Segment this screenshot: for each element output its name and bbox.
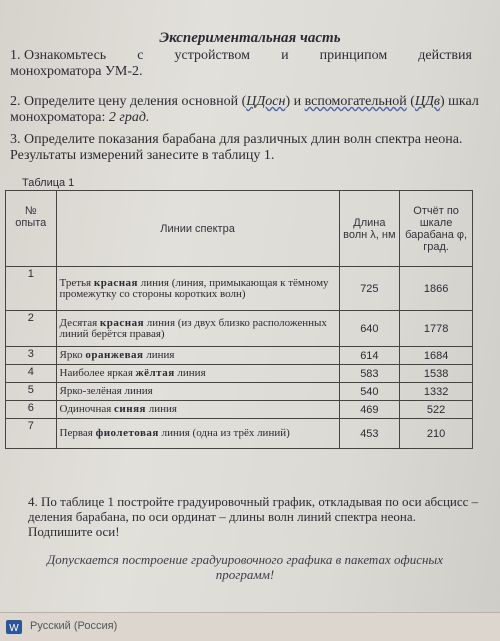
row-number: 3 — [6, 347, 57, 365]
step-3: 3. Определите показания барабана для различных длин волн спектра неона. Результаты измерений занесите в таблицу 1. — [10, 132, 463, 163]
step-1-line-1 — [10, 48, 472, 64]
step-1-line-2: монохроматора УМ-2. — [10, 64, 143, 79]
header-reading: Отчёт по шкале барабана φ, град. — [400, 191, 473, 267]
row-reading: 1332 — [400, 383, 473, 401]
symbol-main-scale: ЦДосн — [246, 94, 286, 109]
word-app-icon[interactable] — [4, 617, 24, 637]
row-reading: 1684 — [400, 347, 473, 365]
row-number: 4 — [6, 365, 57, 383]
svg-text:W: W — [9, 623, 19, 634]
note: Допускается построение градуировочного графика в пакетах офисных программ! — [46, 552, 444, 582]
row-wavelength: 583 — [339, 365, 400, 383]
step-2-answer: 2 град. — [108, 110, 150, 125]
row-reading: 1866 — [400, 267, 473, 311]
table-row — [6, 267, 473, 311]
header-lines: Линии спектра — [56, 191, 339, 267]
step-2-text: ) шкал монохроматора: — [10, 94, 479, 125]
step-1-word: действия — [418, 48, 472, 63]
header-num: № опыта — [6, 191, 57, 267]
table-row — [6, 347, 473, 365]
step-2-text: 2. Определите цену деления основной ( — [10, 94, 247, 109]
row-number: 2 — [6, 311, 57, 347]
row-wavelength: 725 — [339, 267, 400, 311]
step-1-word: принципом — [319, 48, 388, 63]
step-1-word: 1. Ознакомьтесь — [10, 48, 107, 63]
step-1 — [10, 48, 490, 80]
step-2-wavy-word: вспомогательной — [304, 94, 407, 109]
row-line-description: Третья красная линия (линия, примыкающая к тёмному промежутку со стороны коротких волн) — [56, 267, 339, 311]
row-reading: 522 — [400, 401, 473, 419]
step-4: 4. По таблице 1 постройте градуировочный график, откладывая по оси абсцисс – деления барабана, по оси ординат – длины волн линий спектра неона. Подпишите оси! — [28, 494, 479, 539]
step-1-word: устройством — [174, 48, 250, 63]
row-number: 6 — [6, 401, 57, 419]
row-number: 1 — [6, 267, 57, 311]
step-2-text: ) и — [285, 94, 305, 109]
step-1-word: и — [281, 48, 289, 63]
row-wavelength: 540 — [339, 383, 400, 401]
row-line-description: Ярко оранжевая линия — [56, 347, 339, 365]
row-line-description: Ярко-зелёная линия — [56, 383, 339, 401]
row-reading: 210 — [400, 419, 473, 449]
table-row — [6, 401, 473, 419]
step-2: 2. Определите цену деления основной (ЦДосн) и вспомогательной (ЦДв) шкал монохроматора: 2 град. — [10, 94, 479, 125]
taskbar — [0, 612, 500, 641]
row-number: 7 — [6, 419, 57, 449]
section-title: Экспериментальная часть — [159, 30, 341, 46]
row-wavelength: 469 — [339, 401, 400, 419]
results-table — [5, 190, 473, 449]
row-number: 5 — [6, 383, 57, 401]
row-reading: 1778 — [400, 311, 473, 347]
table-row — [6, 419, 473, 449]
row-line-description: Первая фиолетовая линия (одна из трёх линий) — [56, 419, 339, 449]
symbol-aux-scale: ЦДв — [414, 94, 440, 109]
row-line-description: Десятая красная линия (из двух близко расположенных линий берётся правая) — [56, 311, 339, 347]
language-indicator[interactable]: Русский (Россия) — [30, 620, 118, 632]
header-wavelength: Длина волн λ, нм — [339, 191, 400, 267]
row-wavelength: 453 — [339, 419, 400, 449]
row-wavelength: 614 — [339, 347, 400, 365]
table-row — [6, 383, 473, 401]
row-wavelength: 640 — [339, 311, 400, 347]
row-reading: 1538 — [400, 365, 473, 383]
row-line-description: Наиболее яркая жёлтая линия — [56, 365, 339, 383]
step-1-word: с — [137, 48, 144, 63]
table-row — [6, 311, 473, 347]
row-line-description: Одиночная синяя линия — [56, 401, 339, 419]
table-caption: Таблица 1 — [22, 177, 75, 189]
table-row — [6, 365, 473, 383]
